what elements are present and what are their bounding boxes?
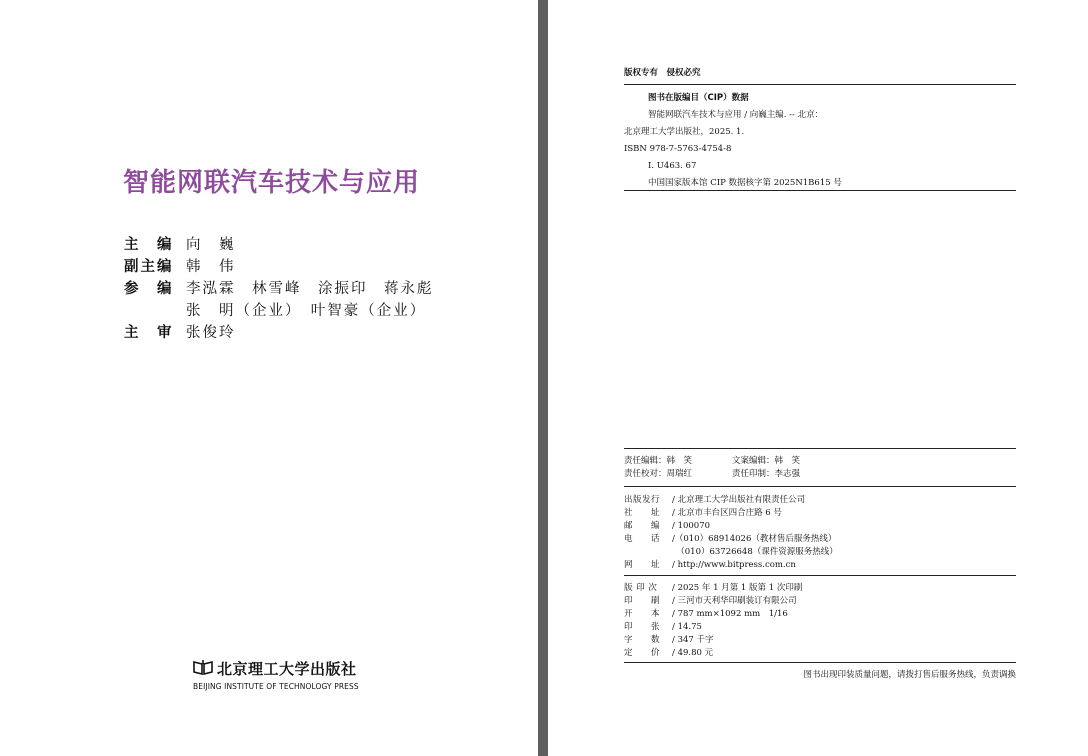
spec-value: / 2025 年 1 月第 1 版第 1 次印刷	[672, 583, 803, 593]
cip-line: 智能网联汽车技术与应用 / 向巍主编. -- 北京：	[648, 110, 824, 120]
credit-role: 副主编	[124, 258, 174, 275]
divider	[624, 662, 1016, 663]
info-value: / 100070	[672, 521, 711, 531]
spec-value: / 三河市天利华印刷装订有限公司	[672, 596, 797, 606]
publisher-logo-icon	[193, 659, 213, 679]
info-label: 网 址	[624, 560, 661, 570]
spec-row	[624, 595, 1016, 608]
info-label	[624, 546, 672, 559]
publisher-name-cn: 北京理工大学出版社	[217, 660, 357, 678]
info-row	[624, 533, 1016, 546]
copyright-notice: 版权专有 侵权必究	[624, 68, 701, 78]
info-value: / 北京市丰台区四合庄路 6 号	[672, 508, 782, 518]
staff-item: 责任校对：周瑞红	[624, 468, 693, 479]
print-specs-block	[624, 582, 1016, 660]
spec-row	[624, 634, 1016, 647]
left-page	[0, 0, 538, 756]
info-row	[624, 546, 1016, 559]
staff-item: 责任编辑：韩 笑	[624, 456, 693, 466]
info-row	[624, 494, 1016, 507]
divider	[624, 486, 1016, 487]
info-label: 出版发行	[624, 495, 661, 505]
divider	[624, 84, 1016, 85]
spec-label: 开 本	[624, 609, 661, 619]
cip-heading: 图书在版编目（CIP）数据	[648, 93, 749, 103]
cip-line: 中国国家版本馆 CIP 数据核字第 2025N1B615 号	[648, 178, 842, 188]
info-value: / http://www.bitpress.com.cn	[672, 560, 796, 570]
credit-role: 主 审	[124, 324, 174, 341]
info-value: （010）63726648（课件资源服务热线）	[672, 547, 838, 557]
info-row	[624, 520, 1016, 533]
spec-label: 定 价	[624, 648, 661, 658]
spec-value: / 49.80 元	[672, 648, 714, 658]
credit-chief-editor	[124, 232, 434, 254]
publisher-name-en: BEIJING INSTITUTE OF TECHNOLOGY PRESS	[193, 682, 359, 691]
spec-value: / 347 千字	[672, 635, 714, 645]
info-row	[624, 559, 1016, 572]
spec-row	[624, 582, 1016, 595]
credit-reviewer	[124, 320, 434, 342]
quality-notice: 图书出现印装质量问题，请拨打售后服务热线，负责调换	[803, 670, 1016, 680]
spec-label: 版 印 次	[624, 583, 658, 593]
divider	[624, 575, 1016, 576]
credit-names: 向 巍	[186, 236, 236, 253]
info-row	[624, 507, 1016, 520]
divider	[624, 448, 1016, 449]
credit-names: 韩 伟	[186, 258, 236, 275]
right-page	[548, 0, 1088, 756]
cip-line: 北京理工大学出版社，2025. 1.	[624, 127, 745, 137]
credit-role: 参 编	[124, 280, 174, 297]
credit-names: 李泓霖 林雪峰 涂振印 蒋永彪	[186, 280, 434, 297]
credit-names: 张 明（企业） 叶智豪（企业）	[186, 302, 427, 319]
credit-role: 主 编	[124, 236, 174, 253]
info-value: / 北京理工大学出版社有限责任公司	[672, 495, 806, 505]
credit-deputy-editor	[124, 254, 434, 276]
credit-names: 张俊玲	[186, 324, 236, 341]
staff-item: 文案编辑：韩 笑	[732, 456, 801, 466]
cip-line: Ⅰ. U463. 67	[648, 161, 697, 171]
staff-block	[624, 455, 1016, 480]
info-label: 邮 编	[624, 521, 661, 531]
divider	[624, 190, 1016, 191]
cip-line: ISBN 978-7-5763-4754-8	[624, 144, 732, 154]
cip-block	[624, 90, 1016, 192]
publisher-info-block	[624, 494, 1016, 572]
credits	[124, 232, 434, 342]
spec-row	[624, 608, 1016, 621]
spec-row	[624, 621, 1016, 634]
spec-label: 字 数	[624, 635, 661, 645]
spec-label: 印 刷	[624, 596, 661, 606]
info-label: 社 址	[624, 508, 661, 518]
info-value: /（010）68914026（教材售后服务热线）	[672, 534, 837, 544]
book-title: 智能网联汽车技术与应用	[123, 168, 421, 198]
info-label: 电 话	[624, 534, 661, 544]
spec-row	[624, 647, 1016, 660]
staff-item: 责任印制：李志强	[732, 468, 801, 479]
credit-contributors	[124, 276, 434, 298]
spec-value: / 14.75	[672, 622, 702, 632]
spec-label: 印 张	[624, 622, 661, 632]
spec-value: / 787 mm×1092 mm 1/16	[672, 609, 788, 619]
credit-contributors-continued	[124, 298, 434, 320]
publisher-block	[193, 658, 359, 691]
